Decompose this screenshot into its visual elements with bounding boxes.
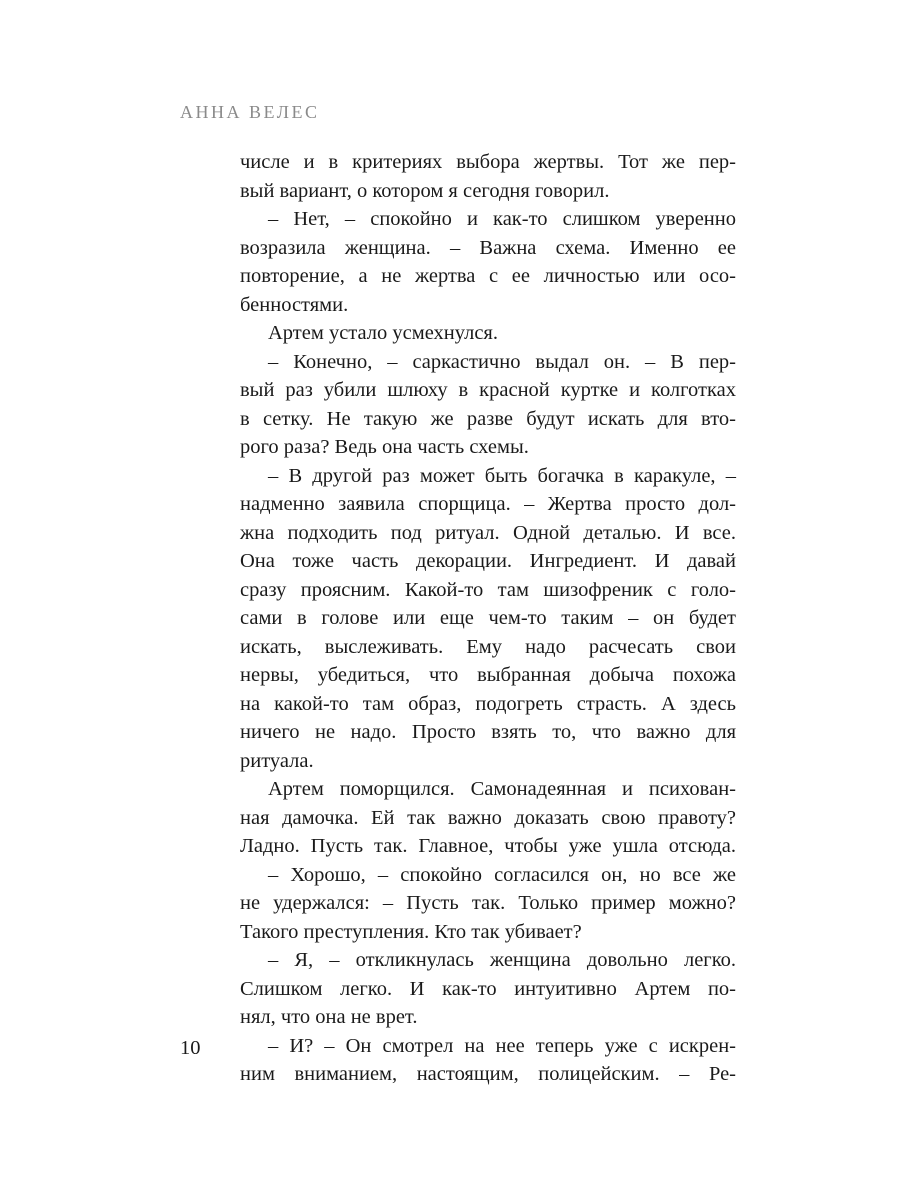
text-line: вый вариант, о котором я сегодня говорил. [240,179,610,202]
text-line: – Конечно, – саркастично выдал он. – В пер- [268,350,736,373]
text-line: на какой-то там образ, подогреть страсть. А здесь [240,692,736,715]
text-line: в сетку. Не такую же разве будут искать для вто- [240,407,736,430]
text-line: возразила женщина. – Важна схема. Именно ее [240,236,736,259]
text-line: – И? – Он смотрел на нее теперь уже с искрен- [268,1034,736,1057]
running-head: АННА ВЕЛЕС [180,102,320,122]
text-line: жна подходить под ритуал. Одной деталью. И все. [240,521,736,544]
text-line: нервы, убедиться, что выбранная добыча похожа [240,664,736,686]
text-line: Артем поморщился. Самонадеянная и психован- [268,778,736,800]
text-line: ним вниманием, настоящим, полицейским. – Ре- [240,1063,736,1085]
text-line: нял, что она не врет. [240,1006,418,1028]
text-line: не удержался: – Пусть так. Только пример можно? [240,892,736,914]
text-line: надменно заявила спорщица. – Жертва просто дол- [240,493,736,515]
text-line: бенностями. [240,293,349,316]
text-line: – В другой раз может быть богачка в каракуле, – [268,464,736,487]
text-line: ничего не надо. Просто взять то, что важно для [240,721,736,743]
text-line: рого раза? Ведь она часть схемы. [240,436,529,458]
body-text [240,148,736,1089]
text-line: ная дамочка. Ей так важно доказать свою правоту? [240,806,736,829]
text-line: – Я, – откликнулась женщина довольно легко. [268,949,736,971]
text-line: – Нет, – спокойно и как-то слишком уверенно [268,208,736,230]
text-line: сами в голове или еще чем-то таким – он будет [240,607,736,629]
text-line: Она тоже часть декорации. Ингредиент. И давай [240,550,736,572]
text-line: сразу проясним. Какой-то там шизофреник с голо- [240,578,736,601]
text-line: ритуала. [240,749,314,772]
text-line: Слишком легко. И как-то интуитивно Артем по- [240,977,736,1000]
text-line: Артем устало усмехнулся. [268,322,498,344]
text-line: вый раз убили шлюху в красной куртке и колготках [240,379,736,401]
text-line: числе и в критериях выбора жертвы. Тот же пер- [240,151,736,173]
text-line: Ладно. Пусть так. Главное, чтобы уже ушла отсюда. [240,835,736,857]
text-line: – Хорошо, – спокойно согласился он, но все же [268,863,736,886]
page-number: 10 [180,1037,201,1059]
text-line: искать, выслеживать. Ему надо расчесать свои [240,635,736,658]
text-line: повторение, а не жертва с ее личностью или осо- [240,265,736,287]
text-line: Такого преступления. Кто так убивает? [240,920,582,943]
